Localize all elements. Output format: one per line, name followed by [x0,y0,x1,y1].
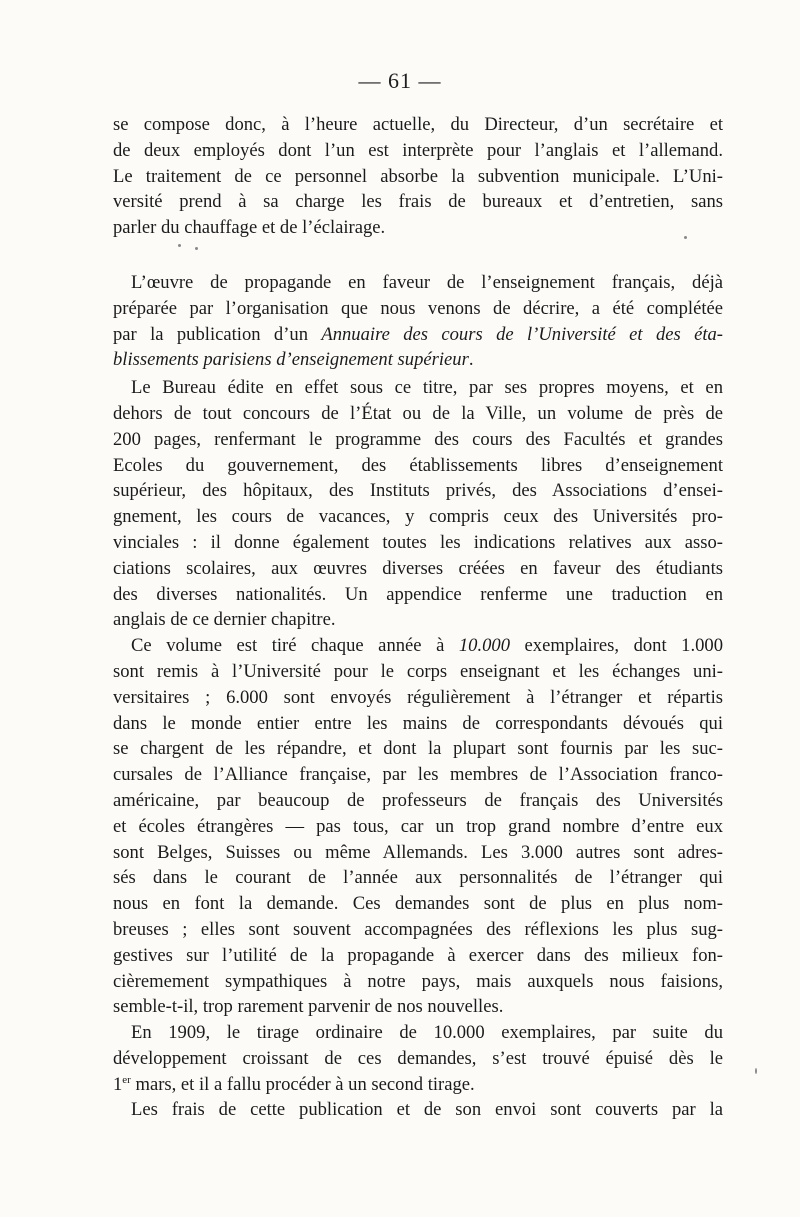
text-fragment: . [468,349,474,371]
text-line: des diverses nationalités. Un appendice renferme une traduction en [113,583,723,605]
ordinal-number: 1 [113,1073,123,1095]
text-line: ciations scolaires, aux œuvres diverses créées en faveur des étudiants [113,557,723,579]
text-line: cièremement sympathiques à notre pays, mais auxquels nous faisions, [113,970,723,992]
text-line: Le traitement de ce personnel absorbe la subvention municipale. L’Uni- [113,165,723,187]
text-line: dans le monde entier entre les mains de correspondants dévoués qui [113,712,723,734]
text-line: semble-t-il, trop rarement parvenir de nos nouvelles. [113,996,504,1018]
text-line: cursales de l’Alliance française, par les membres de l’Association franco- [113,764,723,786]
text-line: Les frais de cette publication et de son envoi sont couverts par la [131,1099,723,1121]
text-line: développement croissant de ces demandes, s’est trouvé épuisé dès le [113,1047,723,1069]
text-line: gestives sur l’utilité de la propagande à exercer dans des milieux fon- [113,944,723,966]
text-fragment: exemplaires, dont 1.000 [510,635,723,657]
italic-title: blissements parisiens d’enseignement supérieur [113,349,469,371]
text-line: parler du chauffage et de l’éclairage. [113,217,386,239]
text-line: se compose donc, à l’heure actuelle, du Directeur, d’un secrétaire et [113,114,723,135]
text-line: américaine, par beaucoup de professeurs de français des Universités [113,789,723,811]
text-line: et écoles étrangères — pas tous, car un trop grand nombre d’entre eux [113,815,723,837]
text-line: préparée par l’organisation que nous venons de décrire, a été complétée [113,297,723,319]
text-line [113,347,723,373]
text-fragment: Ce volume est tiré chaque année à [131,635,459,657]
text-line: breuses ; elles sont souvent accompagnées des réflexions les plus sug- [113,918,723,940]
text-line: Le Bureau édite en effet sous ce titre, par ses propres moyens, et en [131,377,723,399]
text-line [113,322,723,348]
paragraph-3 [113,375,723,633]
text-line: de deux employés dont l’un est interprète pour l’anglais et l’allemand. [113,139,723,161]
text-line: Ecoles du gouvernement, des établissements libres d’enseignement [113,454,723,476]
page-number: — 61 — [358,68,442,93]
italic-title: Annuaire des cours de l’Université et des éta- [321,323,723,345]
scan-speck [755,1068,757,1074]
paragraph-4 [113,633,723,1020]
text-line: se chargent de les répandre, et dont la plupart sont fournis par les suc- [113,738,723,760]
body-text [113,112,723,1123]
paragraph-5 [113,1020,723,1097]
text-line: vinciales : il donne également toutes les indications relatives aux asso- [113,531,723,553]
text-line: sés dans le courant de l’année aux personnalités de l’étranger qui [113,867,723,889]
scan-speck [195,247,198,250]
paragraph-2 [113,270,723,373]
text-fragment: par la publication d’un [113,323,322,345]
scan-speck [684,236,687,239]
text-line [113,633,723,659]
italic-number: 10.000 [458,635,511,657]
scan-speck [178,244,181,247]
text-line: sont Belges, Suisses ou même Allemands. Les 3.000 autres sont adres- [113,841,723,863]
text-line: supérieur, des hôpitaux, des Instituts privés, des Associations d’ensei- [113,480,723,502]
text-line: dehors de tout concours de l’État ou de la Ville, un volume de près de [113,402,723,424]
text-line: versité prend à sa charge les frais de bureaux et d’entretien, sans [113,191,723,213]
text-fragment: mars, et il a fallu procéder à un second tirage. [130,1073,475,1095]
text-line: gnement, les cours de vacances, y compris ceux des Universités pro- [113,506,723,528]
text-line: En 1909, le tirage ordinaire de 10.000 exemplaires, par suite du [131,1022,723,1044]
text-line: 200 pages, renfermant le programme des cours des Facultés et grandes [113,428,723,450]
text-line: sont remis à l’Université pour le corps enseignant et les échanges uni- [113,660,723,682]
paragraph-6 [113,1097,723,1123]
ordinal-superscript: er [122,1073,131,1086]
text-line: nous en font la demande. Ces demandes sont de plus en plus nom- [113,893,723,915]
text-line: anglais de ce dernier chapitre. [113,609,336,631]
paragraph-1 [113,112,723,241]
text-line: L’œuvre de propagande en faveur de l’enseignement français, déjà [131,271,723,293]
text-line [113,1072,723,1098]
text-line: versitaires ; 6.000 sont envoyés régulièrement à l’étranger et répartis [113,686,723,708]
